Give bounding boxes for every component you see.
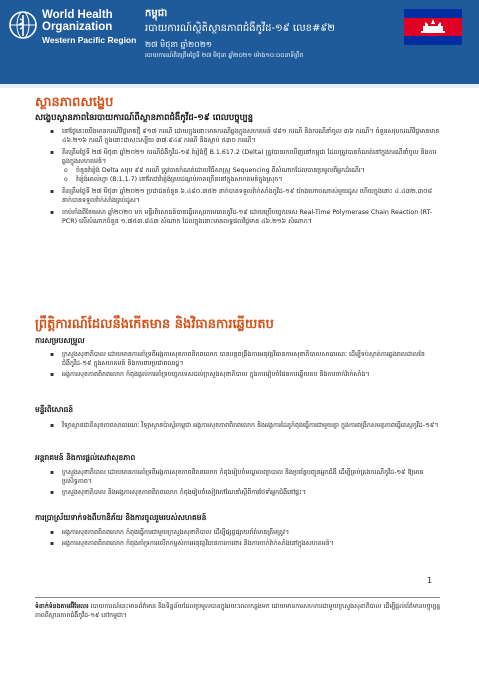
list-item: ▪ ចាប់តាំងពីខែមេសា ឆ្នាំ២០២០ មក មន្ទីរពិសោធន៍បានធ្វើតេស្តរកមេរោគកូវីដ-១៩ ដោយប្រើបច្ចេកទេស Real-Time Polymerase Chain Reaction (RT-PCR) លើសំណាកចំនួន ១.៧៥៣.៨៤៣ សំណាក ដែលក្នុងនោះមានលទ្ធផលវិជ្ជមាន ៤៦.២១៦ សំណាក។ [50, 208, 442, 226]
response-heading: ព្រឹត្តិការណ៍ដែលនឹងកើតមាន និងវិធានការឆ្លើយតប [35, 317, 274, 332]
footnote-text: របាយការណ៍នេះមានព័ត៌មាន និងទិន្នន័យដែលប្រមូលបានក្នុងរយៈពេលកន្លងមក ដោយមានការសហការជាមួយក្រសួងសុខាភិបាល ដើម្បីផ្តល់ព័ត៌មានបច្ចុប្បន្នភាពពីស្ថានភាពជំងឺកូវីដ-១៩ នៅកម្ពុជា។ [35, 603, 441, 619]
situation-bullets [50, 127, 442, 226]
list-item: ▪ អង្គការសុខភាពពិភពលោក កំពុងផ្តល់ការគាំទ្របច្ចេកទេសដល់ក្រសួងសុខាភិបាល ក្នុងការរៀបចំផែនការឆ្លើយតប និងការចាក់វ៉ាក់សាំង។ [50, 370, 442, 379]
cambodia-flag-icon [404, 9, 462, 45]
footnote-label: ទំនាក់ទំនងតាមអ៊ីមែល៖ [35, 603, 89, 610]
section-title-coordination: ការសម្របសម្រួល [35, 336, 85, 345]
laboratory-bullets [50, 421, 442, 430]
report-title-block [145, 6, 395, 61]
list-item: ▪ ក្រសួងសុខាភិបាល ដោយមានការគាំទ្រពីអង្គការសុខភាពពិភពលោក កំពុងរៀបចំមណ្ឌលព្យាបាល និងប្រព័ន្ធបញ្ជូនអ្នកជំងឺ ដើម្បីគ្រប់គ្រងករណីកូវីដ-១៩ ឱ្យមានប្រសិទ្ធភាព។ [50, 468, 442, 486]
coordination-bullets [50, 350, 442, 379]
section-title-case-management: អន្តរាគមន៍ និងការផ្តល់សេវាសុខភាព [35, 453, 136, 462]
report-header [0, 0, 479, 84]
list-item: ▪ អង្គការសុខភាពពិភពលោក កំពុងគាំទ្រការលើកកម្ពស់ការអនុវត្តវិធានការការពារ និងការចាក់វ៉ាក់សាំងនៅក្នុងសហគមន៍។ [50, 539, 442, 548]
list-item: ▪ វិទ្យាស្ថានជាតិសុខភាពសាធារណៈ វិទ្យាស្ថានប៉ាស្ទ័រកម្ពុជា អង្គការសុខភាពពិភពលោក និងអង្គការដៃគូកំពុងធ្វើការជាមួយគ្នា ក្នុងការពង្រីកសមត្ថភាពធ្វើតេស្តកូវីដ-១៩។ [50, 421, 442, 430]
list-item: ▪ អង្គការសុខភាពពិភពលោក កំពុងធ្វើការជាមួយក្រសួងសុខាភិបាល ដើម្បីផ្សព្វផ្សាយព័ត៌មានត្រឹមត្រូវ។ [50, 528, 442, 537]
org-name-line1: World Health [42, 9, 113, 21]
risk-communication-bullets [50, 528, 442, 548]
report-title: របាយការណ៍ស្ថិតិស្ថានភាពជំងឺកូវីដ-១៩ លេខ#៩២ [145, 23, 335, 34]
report-period: របាយការណ៍គិតត្រឹមថ្ងៃទី ២៧ មិថុនា ឆ្នាំ២០២១ ម៉ោង១០:០០នាទីព្រឹក [145, 52, 304, 59]
page-number: 1 [427, 576, 433, 585]
list-item: ▪ គិតត្រឹមថ្ងៃទី ២៧ មិថុនា ឆ្នាំ២០២១ ប្រជាជនចំនួន ៦.៤៨០.៣៥២ នាក់បានទទួលវ៉ាក់សាំងកូវីដ-១៩ យ៉ាងហោចណាស់មួយដូស ហើយក្នុងនោះ ៤.៤៣២.៣០៨ នាក់បានទទួលវ៉ាក់សាំងគ្រប់ដូស។ [50, 187, 442, 205]
section-title-risk-communication: ការប្រាស្រ័យទាក់ទងពីហានិភ័យ និងការចូលរួមរបស់សហគមន៍ [35, 513, 207, 522]
org-name-line2: Organization [42, 21, 113, 33]
list-item: ▪ គិតត្រឹមថ្ងៃទី ២៧ មិថុនា ឆ្នាំ២០២១ ករណីជំងឺកូវីដ-១៩ វ៉ារ្យ៉ង់ថ្មី B.1.617.2 (Delta) ត្រូវបានរកឃើញនៅកម្ពុជា ដែលត្រូវបានកំណត់នៅក្នុងករណីនាំចូល និងការឆ្លងក្នុងសហគមន៍។ [50, 148, 442, 166]
footer-divider [35, 597, 440, 598]
footnote [35, 602, 445, 620]
list-item: ▪ ក្រសួងសុខាភិបាល និងអង្គការសុខភាពពិភពលោក កំពុងរៀបចំសៀវភៅណែនាំស្តីពីការថែទាំអ្នកជំងឺនៅផ្ទះ។ [50, 488, 442, 497]
org-region: Western Pacific Region [42, 35, 137, 45]
header-separator [0, 84, 479, 88]
list-item: o ចំនួនវ៉ារ្យ៉ង់ Delta សរុប ៩៩ ករណី ត្រូវបានកំណត់ដោយវិធីសាស្ត្រ Sequencing ពីសំណាកដែលបានប្រមូលពីអ្នកដំណើរ។ [64, 166, 442, 175]
list-item: ▪ ក្រសួងសុខាភិបាល ដោយមានការគាំទ្រពីអង្គការសុខភាពពិភពលោក បានបន្តពង្រឹងការអនុវត្តវិធានការសុខាភិបាលសាធារណៈ ដើម្បីទប់ស្កាត់ការឆ្លងរាលដាលនៃជំងឺកូវីដ-១៩ ក្នុងសហគមន៍ និងការពារប្រជាពលរដ្ឋ។ [50, 350, 442, 368]
report-date: ២៧ មិថុនា ឆ្នាំ២០២១ [145, 40, 212, 49]
situation-heading: ស្ថានភាពសង្ខេប [35, 95, 114, 110]
who-emblem-icon [8, 10, 38, 40]
section-title-laboratory: មន្ទីរពិសោធន៍ [35, 405, 74, 414]
situation-subheading: សង្ខេបស្ថានភាពនៃរបាយការណ៍ពីស្ថានភាពជំងឺកូវីដ-១៩ ពេលបច្ចុប្បន្ន [35, 113, 253, 123]
organization-name [42, 9, 136, 46]
list-item: ▪ នៅថ្ងៃនេះយើងមានករណីវិជ្ជមានថ្មី ៩១៧ ករណី ដោយក្នុងនោះមានករណីឆ្លងក្នុងសហគមន៍ ៨៨១ ករណី និងករណីនាំចូល ៣៦ ករណី។ ចំនួនសរុបករណីវិជ្ជមានមាន ៤៦.២១៦ ករណី ក្នុងនោះជាសះស្បើយ ៣៧.៩៤៩ ករណី និងស្លាប់ ៥៣០ ករណី។ [50, 127, 442, 145]
case-management-bullets [50, 468, 442, 497]
list-item: o វ៉ារ្យ៉ង់អាល់ហ្វា (B.1.1.7) នៅតែជាវ៉ារ្យ៉ង់គ្របដណ្តប់ភាគច្រើននៅក្នុងសហគមន៍ក្នុងស្រុក។ [64, 175, 442, 184]
report-country: កម្ពុជា [145, 8, 168, 19]
